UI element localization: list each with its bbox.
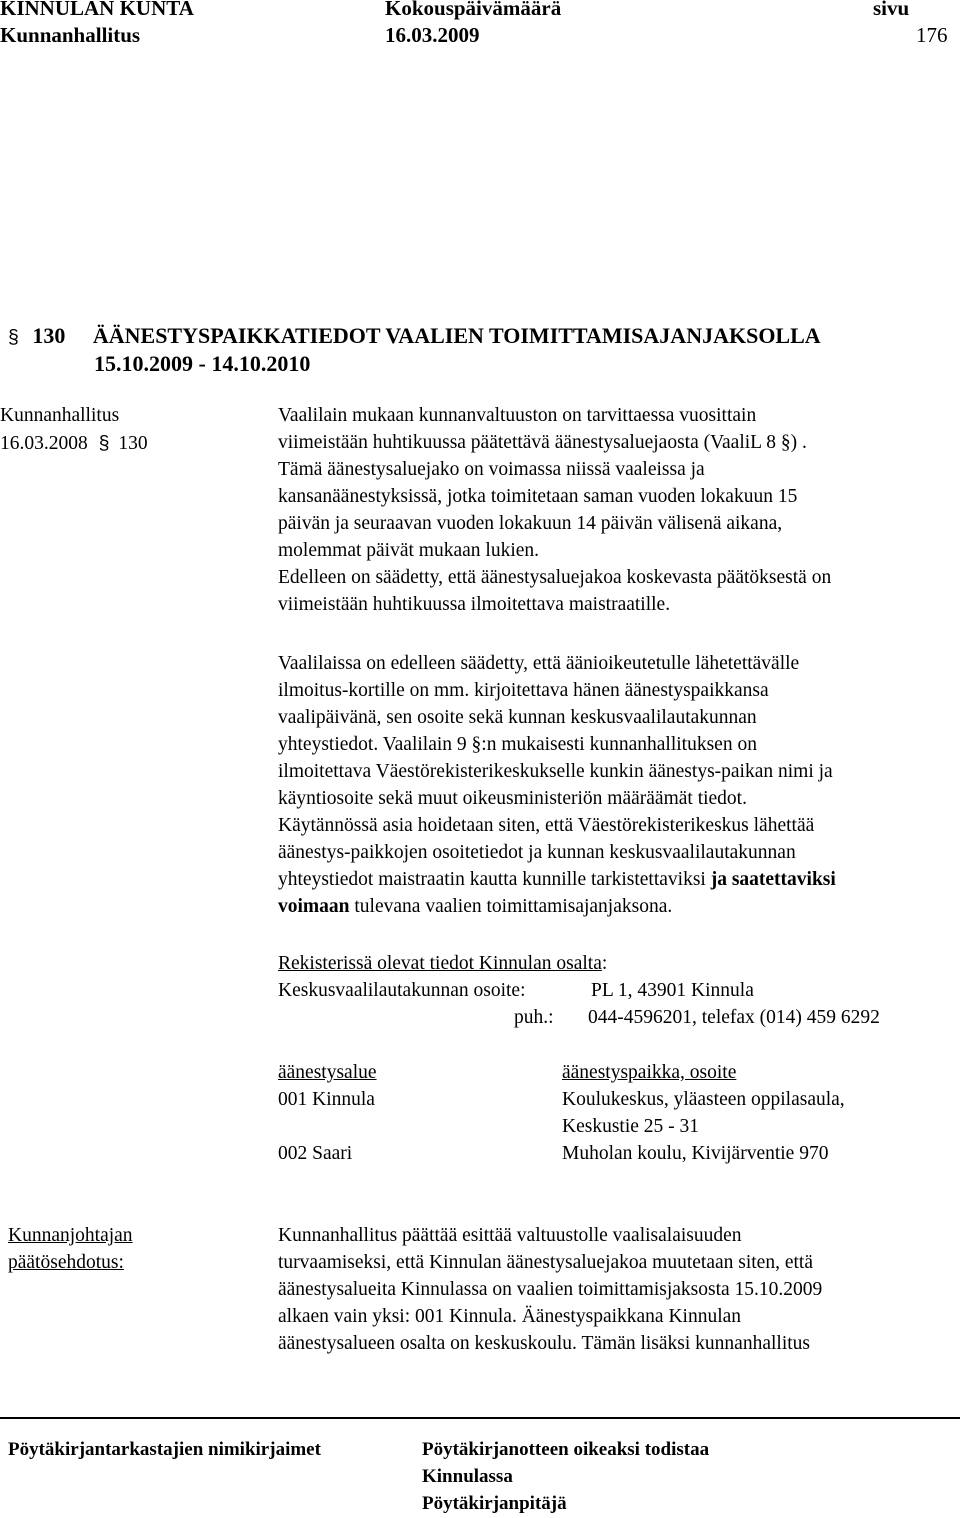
reference-date: 16.03.2008 (0, 433, 88, 454)
municipality-name: KINNULAN KUNTA (0, 0, 194, 20)
paragraph-line: yhteystiedot. Vaalilain 9 §:n mukaisesti kunnanhallituksen on (278, 734, 757, 755)
paragraph-line: käyntiosoite sekä muut oikeusministeriön määräämät tiedot. (278, 788, 747, 809)
paragraph-line: päivän ja seuraavan vuoden lokakuun 14 päivän välisenä aikana, (278, 513, 783, 534)
meeting-date: 16.03.2009 (385, 23, 480, 47)
item-title-period: 15.10.2009 - 14.10.2010 (94, 351, 311, 376)
proposal-text (278, 1222, 958, 1357)
footer-certification-label: Pöytäkirjanotteen oikeaksi todistaa (422, 1439, 710, 1460)
section-sign-icon: § (8, 326, 19, 348)
section-sign-icon: § (98, 432, 110, 454)
paragraph-line: molemmat päivät mukaan lukien. (278, 540, 540, 561)
registry-heading-colon: : (601, 953, 608, 974)
phone-value: 044-4596201, telefax (014) 459 6292 (588, 1007, 880, 1028)
paragraph-1 (278, 402, 958, 618)
reference-number: 130 (118, 433, 148, 454)
item-heading-line1 (8, 322, 821, 351)
table-row-area: 002 Saari (278, 1143, 353, 1164)
proposal-line: äänestysalueita Kinnulassa on vaalien toimittamisjaksosta 15.10.2009 (278, 1279, 823, 1300)
paragraph-line: Tämä äänestysaluejako on voimassa niissä vaaleissa ja (278, 459, 705, 480)
registry-heading-text: Rekisterissä olevat tiedot Kinnulan osalta (278, 953, 602, 974)
table-row-place-line2: Keskustie 25 - 31 (562, 1116, 700, 1137)
paragraph-line: viimeistään huhtikuussa ilmoitettava maistraatille. (278, 594, 671, 615)
proposal-line: turvaamiseksi, että Kinnulan äänestysaluejakoa muutetaan siten, että (278, 1252, 813, 1273)
column-header-area: äänestysalue (278, 1062, 377, 1083)
paragraph-line: Vaalilaissa on edelleen säädetty, että äänioikeutetulle lähetettävälle (278, 653, 800, 674)
proposal-label-line2: päätösehdotus: (8, 1252, 124, 1273)
footer-place: Kinnulassa (422, 1466, 513, 1487)
paragraph-line: äänestys-paikkojen osoitetiedot ja kunnan keskusvaalilautakunnan (278, 842, 796, 863)
item-number: 130 (32, 323, 66, 348)
meeting-date-label: Kokouspäivämäärä (385, 0, 562, 20)
paragraph-line: Käytännössä asia hoidetaan siten, että Väestörekisterikeskus lähettää (278, 815, 815, 836)
registry-heading (278, 950, 607, 977)
paragraph-line: vaalipäivänä, sen osoite sekä kunnan keskusvaalilautakunnan (278, 707, 757, 728)
proposal-line: Kunnanhallitus päättää esittää valtuustolle vaalisalaisuuden (278, 1225, 742, 1246)
paragraph-text: yhteystiedot maistraatin kautta kunnille tarkistettaviksi (278, 869, 711, 890)
reference-line (0, 430, 148, 457)
proposal-label-line1: Kunnanjohtajan (8, 1225, 133, 1246)
column-header-place: äänestyspaikka, osoite (562, 1062, 737, 1083)
paragraph-line (278, 866, 958, 893)
footer-secretary-label: Pöytäkirjanpitäjä (422, 1493, 567, 1514)
phone-label: puh.: (514, 1007, 554, 1028)
reference-body: Kunnanhallitus (0, 405, 120, 426)
page-label: sivu (873, 0, 910, 20)
address-value: PL 1, 43901 Kinnula (591, 980, 754, 1001)
paragraph-2 (278, 650, 958, 920)
paragraph-bold-text: voimaan (278, 896, 350, 917)
paragraph-text: tulevana vaalien toimittamisajanjaksona. (349, 896, 673, 917)
paragraph-line: Vaalilain mukaan kunnanvaltuuston on tarvittaessa vuosittain (278, 405, 757, 426)
paragraph-line: kansanäänestyksissä, jotka toimitetaan saman vuoden lokakuun 15 (278, 486, 798, 507)
paragraph-line (278, 893, 958, 920)
table-row-place: Koulukeskus, yläasteen oppilasaula, (562, 1089, 845, 1110)
footer-initials-label: Pöytäkirjantarkastajien nimikirjaimet (8, 1439, 321, 1460)
body-name: Kunnanhallitus (0, 23, 141, 47)
proposal-line: äänestysalueen osalta on keskuskoulu. Tämän lisäksi kunnanhallitus (278, 1333, 810, 1354)
page-number: 176 (916, 23, 948, 47)
paragraph-line: ilmoitus-kortille on mm. kirjoitettava hänen äänestyspaikkansa (278, 680, 769, 701)
table-row-place: Muholan koulu, Kivijärventie 970 (562, 1143, 829, 1164)
table-row-area: 001 Kinnula (278, 1089, 375, 1110)
proposal-line: alkaen vain yksi: 001 Kinnula. Äänestyspaikkana Kinnulan (278, 1306, 742, 1327)
footer-divider (0, 1417, 960, 1419)
address-label: Keskusvaalilautakunnan osoite: (278, 980, 526, 1001)
paragraph-bold-text: ja saatettaviksi (710, 869, 836, 890)
paragraph-line: viimeistään huhtikuussa päätettävä äänestysaluejaosta (VaaliL 8 §) . (278, 432, 807, 453)
paragraph-line: ilmoitettava Väestörekisterikeskukselle kunkin äänestys-paikan nimi ja (278, 761, 833, 782)
item-title: ÄÄNESTYSPAIKKATIEDOT VAALIEN TOIMITTAMISAJANJAKSOLLA (92, 323, 821, 348)
paragraph-line: Edelleen on säädetty, että äänestysaluejakoa koskevasta päätöksestä on (278, 567, 832, 588)
